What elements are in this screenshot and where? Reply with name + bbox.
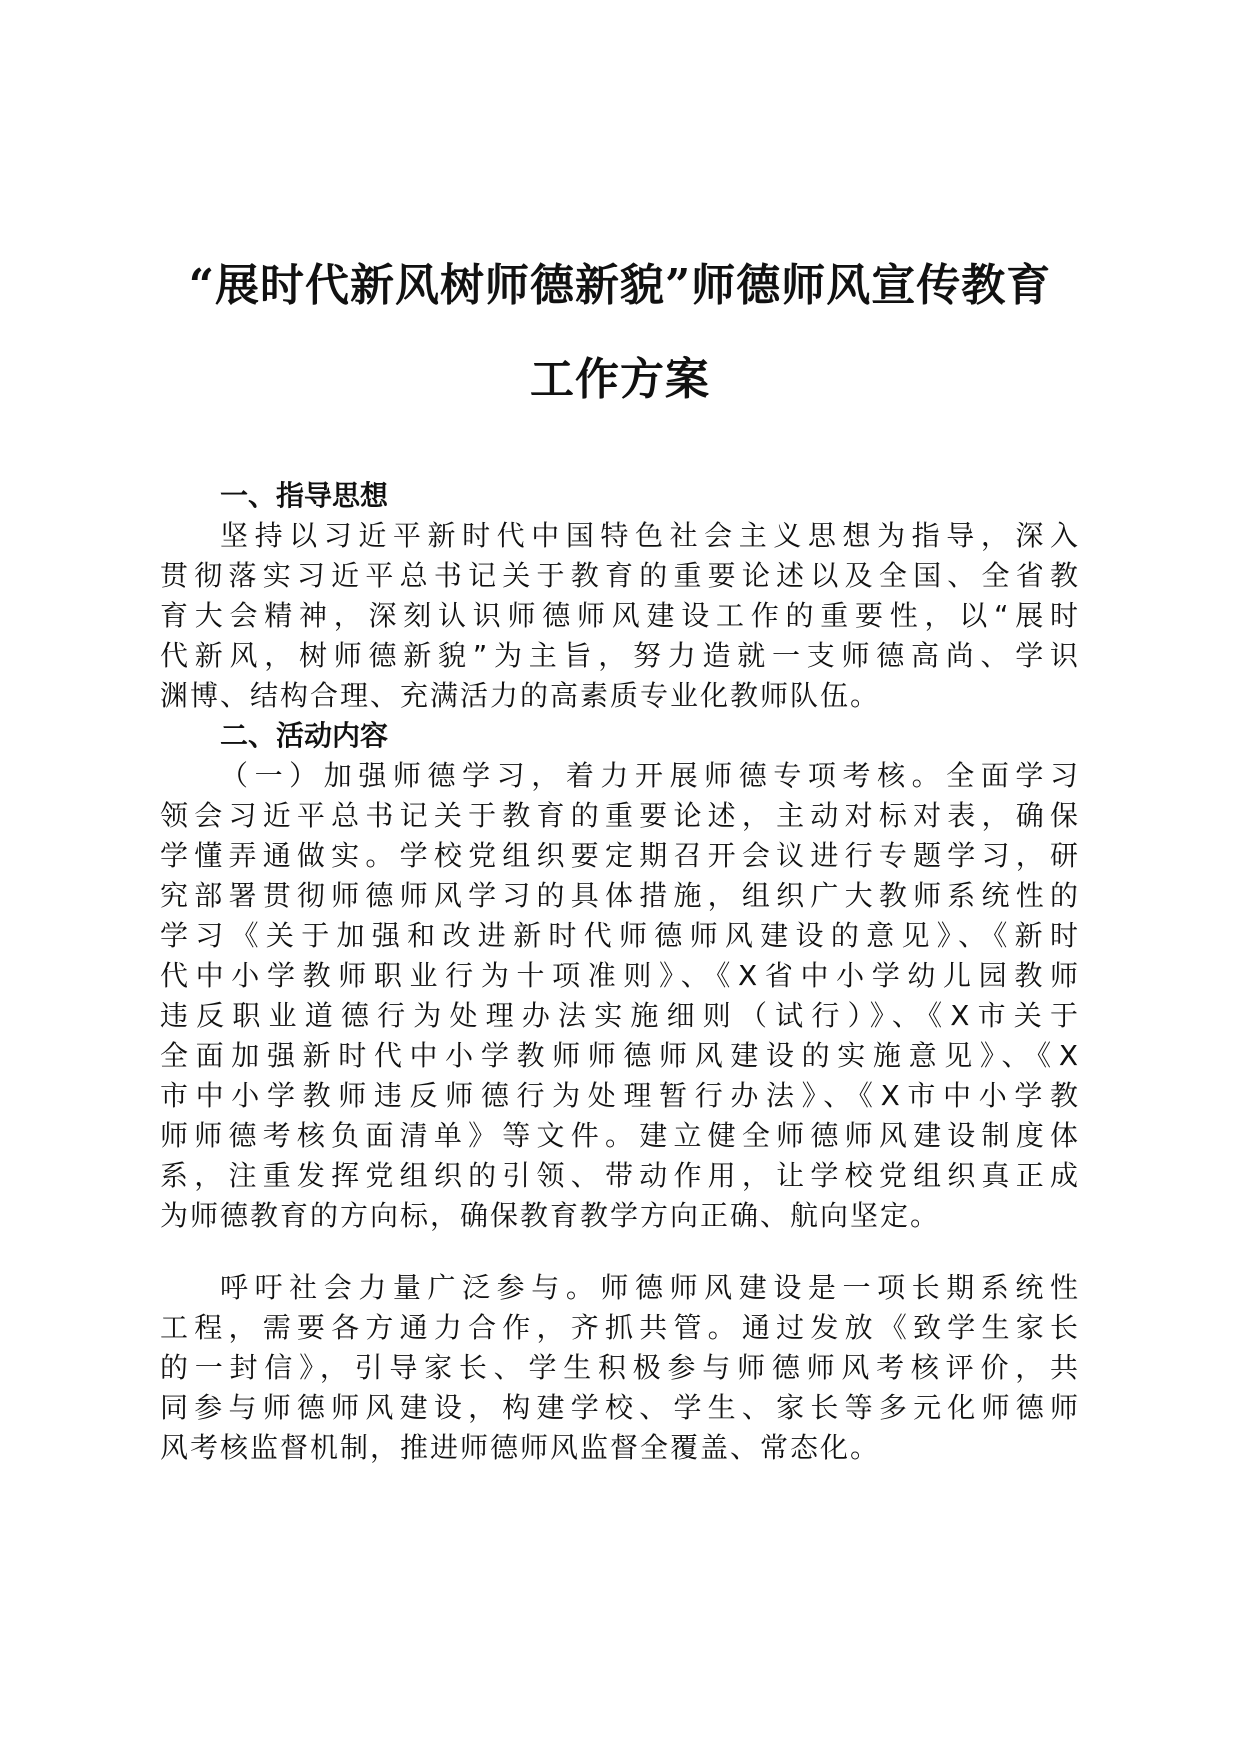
section-heading-activities: 二、活动内容	[220, 719, 389, 752]
paragraph-line: 违反职业道德行为处理办法实施细则（试行）》、《X市关于	[160, 999, 1080, 1032]
paragraph-line: 为师德教育的方向标，确保教育教学方向正确、航向坚定。	[160, 1199, 941, 1232]
paragraph-line: 风考核监督机制，推进师德师风监督全覆盖、常态化。	[160, 1431, 881, 1464]
paragraph-line: 育大会精神，深刻认识师德师风建设工作的重要性，以“展时	[160, 599, 1080, 632]
paragraph-line: 领会习近平总书记关于教育的重要论述，主动对标对表，确保	[160, 799, 1080, 832]
paragraph-line: 渊博、结构合理、充满活力的高素质专业化教师队伍。	[160, 679, 881, 712]
guiding-paragraph	[160, 516, 1080, 716]
document-title-line-1: “展时代新风树师德新貌”师德师风宣传教育	[188, 260, 1052, 311]
paragraph-line: 学习《关于加强和改进新时代师德师风建设的意见》、《新时	[160, 919, 1080, 952]
paragraph-line: 同参与师德师风建设，构建学校、学生、家长等多元化师德师	[160, 1391, 1080, 1424]
paragraph-line: （一）加强师德学习，着力开展师德专项考核。全面学习	[220, 759, 1080, 792]
paragraph-gap	[160, 1236, 1080, 1268]
paragraph-line: 师师德考核负面清单》等文件。建立健全师德师风建设制度体	[160, 1119, 1080, 1152]
document-title-line-2: 工作方案	[530, 354, 710, 405]
activities-paragraph-1	[160, 756, 1080, 1236]
activities-paragraph-2	[160, 1268, 1080, 1468]
paragraph-line: 市中小学教师违反师德行为处理暂行办法》、《X市中小学教	[160, 1079, 1080, 1112]
paragraph-line: 全面加强新时代中小学教师师德师风建设的实施意见》、《X	[160, 1039, 1080, 1072]
paragraph-line: 代中小学教师职业行为十项准则》、《X省中小学幼儿园教师	[160, 959, 1080, 992]
paragraph-line: 的一封信》，引导家长、学生积极参与师德师风考核评价，共	[160, 1351, 1080, 1384]
paragraph-line: 呼吁社会力量广泛参与。师德师风建设是一项长期系统性	[220, 1271, 1080, 1304]
paragraph-line: 代新风，树师德新貌”为主旨，努力造就一支师德高尚、学识	[160, 639, 1080, 672]
paragraph-line: 究部署贯彻师德师风学习的具体措施，组织广大教师系统性的	[160, 879, 1080, 912]
section-heading-guiding: 一、指导思想	[220, 479, 389, 512]
document-body	[160, 476, 1080, 1468]
paragraph-line: 贯彻落实习近平总书记关于教育的重要论述以及全国、全省教	[160, 559, 1080, 592]
paragraph-line: 系，注重发挥党组织的引领、带动作用，让学校党组织真正成	[160, 1159, 1080, 1192]
paragraph-line: 坚持以习近平新时代中国特色社会主义思想为指导，深入	[220, 519, 1080, 552]
paragraph-line: 学懂弄通做实。学校党组织要定期召开会议进行专题学习，研	[160, 839, 1080, 872]
paragraph-line: 工程，需要各方通力合作，齐抓共管。通过发放《致学生家长	[160, 1311, 1080, 1344]
